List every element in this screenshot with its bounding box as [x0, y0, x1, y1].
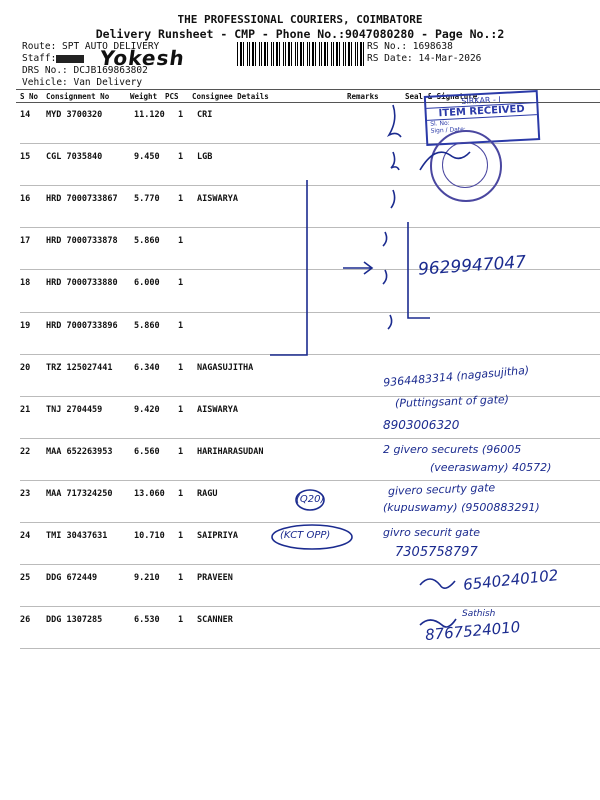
drs-number: DRS No.: DCJB169863802	[22, 65, 148, 76]
rs-date: RS Date: 14-Mar-2026	[367, 53, 482, 64]
col-consignee: Consignee Details	[192, 92, 269, 101]
hand-20: 9364483314 (nagasujitha)	[382, 363, 530, 390]
row-consignee: NAGASUJITHA	[197, 362, 254, 373]
row-pcs: 1	[178, 488, 184, 499]
row-consignment: HRD 7000733867	[46, 194, 118, 205]
row-consignee: LGB	[197, 152, 213, 163]
row-weight: 11.120	[134, 110, 165, 120]
row-consignee: RAGU	[197, 488, 218, 499]
row-sno: 18	[20, 278, 31, 289]
col-pcs: PCS	[165, 92, 179, 101]
row-weight: 6.340	[134, 362, 160, 373]
hand-21b: 8903006320	[383, 418, 460, 432]
tick-16	[391, 190, 395, 208]
row-consignee: AISWARYA	[197, 404, 238, 415]
hand-25: 6540240102	[462, 566, 560, 594]
row-weight: 9.210	[134, 573, 160, 584]
item-received-stamp: SIRKAR - I ITEM RECEIVED Sl. No: Sign / Date:	[424, 90, 540, 146]
row-sno: 15	[20, 152, 31, 163]
row-sno: 14	[20, 110, 31, 120]
row-pcs: 1	[178, 320, 184, 331]
vehicle-label: Vehicle: Van Delivery	[22, 77, 143, 88]
row-weight: 6.000	[134, 278, 160, 289]
row-sno: 21	[20, 404, 31, 415]
hand-26b: 8767524010	[424, 617, 522, 645]
row-consignee: SCANNER	[197, 615, 233, 626]
row-consignment: HRD 7000733880	[46, 278, 118, 289]
hand-phone-18: 9629947047	[417, 252, 527, 280]
row-consignment: TRZ 125027441	[46, 362, 113, 373]
col-remarks: Remarks	[347, 92, 379, 101]
row-pcs: 1	[178, 278, 184, 289]
row-pcs: 1	[178, 615, 184, 626]
hand-22a: 2 givero securets (96005	[383, 443, 522, 456]
row-consignee: HARIHARASUDAN	[197, 446, 264, 457]
row-pcs: 1	[178, 573, 184, 584]
row-weight: 9.420	[134, 404, 160, 415]
hand-24b: 7305758797	[395, 545, 478, 560]
hand-24a: givro securit gate	[383, 526, 481, 539]
company-name: THE PROFESSIONAL COURIERS, COIMBATORE	[177, 13, 423, 26]
tick-18	[383, 270, 387, 284]
rs-number: RS No.: 1698638	[367, 41, 453, 52]
row-pcs: 1	[178, 404, 184, 415]
tick-19	[388, 315, 392, 329]
row-weight: 9.450	[134, 152, 160, 163]
row-consignment: DDG 1307285	[46, 615, 103, 626]
row-consignee: CRI	[197, 110, 213, 120]
row-pcs: 1	[178, 362, 184, 373]
row-pcs: 1	[178, 152, 184, 163]
row-weight: 13.060	[134, 488, 165, 499]
row-weight: 5.860	[134, 320, 160, 331]
row-pcs: 1	[178, 236, 184, 247]
signature-15	[420, 152, 470, 170]
hand-22b: (veeraswamy) 40572)	[430, 461, 552, 474]
row-weight: 5.770	[134, 194, 160, 205]
col-weight: Weight	[130, 92, 158, 101]
tick-17	[383, 232, 387, 246]
row-consignment: HRD 7000733896	[46, 320, 118, 331]
col-consignment: Consignment No	[46, 92, 110, 101]
row-weight: 5.860	[134, 236, 160, 247]
staff-label: Staff:	[22, 53, 57, 64]
tick-14	[389, 105, 401, 137]
row-consignment: MAA 717324250	[46, 488, 113, 499]
route-label: Route: SPT AUTO DELIVERY	[22, 41, 160, 52]
staff-handwritten-name: Yokesh	[98, 46, 187, 70]
row-pcs: 1	[178, 446, 184, 457]
row-consignment: TNJ 2704459	[46, 404, 103, 415]
row-consignee: AISWARYA	[197, 194, 238, 205]
hand-24-remark: (KCT OPP)	[280, 530, 331, 541]
row-sno: 23	[20, 488, 31, 499]
row-consignment: HRD 7000733878	[46, 236, 118, 247]
hand-21a: (Puttingsant of gate)	[394, 393, 510, 410]
row-sno: 20	[20, 362, 31, 373]
hand-23a: givero securty gate	[387, 481, 496, 498]
row-sno: 26	[20, 615, 31, 626]
col-seal-signature: Seal & Signature	[405, 92, 478, 101]
hand-24-q20: (Q20)	[296, 494, 325, 505]
row-weight: 10.710	[134, 531, 165, 541]
bracket-line	[270, 180, 307, 355]
hand-23b: (kupuswamy) (9500883291)	[383, 501, 540, 514]
row-sno: 19	[20, 320, 31, 331]
row-consignment: CGL 7035840	[46, 152, 103, 163]
col-sno: S No	[20, 92, 39, 101]
row-sno: 25	[20, 573, 31, 584]
row-pcs: 1	[178, 194, 184, 205]
runsheet-title: Delivery Runsheet - CMP - Phone No.:9047080280 - Page No.:2	[95, 27, 505, 41]
row-consignee: PRAVEEN	[197, 573, 233, 584]
row-pcs: 1	[178, 110, 184, 120]
row-sno: 22	[20, 446, 31, 457]
row-consignee: SAIPRIYA	[197, 531, 238, 541]
row-weight: 6.560	[134, 446, 160, 457]
row-consignment: MAA 652263953	[46, 446, 113, 457]
row-consignment: TMI 30437631	[46, 531, 108, 541]
row-consignment: MYD 3700320	[46, 110, 103, 120]
row-weight: 6.530	[134, 615, 160, 626]
arrow-mark	[343, 262, 372, 274]
row-consignment: DDG 672449	[46, 573, 98, 584]
row-sno: 17	[20, 236, 31, 247]
row-pcs: 1	[178, 531, 184, 541]
hand-26a: Sathish	[462, 609, 496, 619]
row-sno: 24	[20, 531, 31, 541]
tick-15	[391, 152, 399, 170]
signature-25	[420, 579, 455, 588]
row-sno: 16	[20, 194, 31, 205]
